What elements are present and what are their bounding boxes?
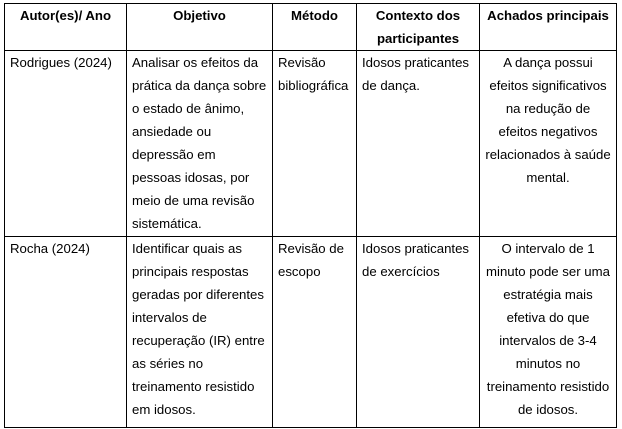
cell-objective: Analisar os efeitos da prática da dança sobre o estado de ânimo, ansiedade ou depressão em pessoas idosas, por meio de uma revisão sistemática.	[127, 51, 273, 237]
table-row	[5, 237, 617, 428]
cell-author-year: Rocha (2024)	[5, 237, 127, 428]
header-objective: Objetivo	[127, 4, 273, 51]
cell-method: Revisão de escopo	[273, 237, 357, 428]
table-header-row	[5, 4, 617, 51]
literature-review-table	[4, 3, 617, 428]
header-main-findings: Achados principais	[480, 4, 617, 51]
cell-findings: O intervalo de 1 minuto pode ser uma estratégia mais efetiva do que intervalos de 3-4 minutos no treinamento resistido de idosos.	[480, 237, 617, 428]
cell-objective: Identificar quais as principais respostas geradas por diferentes intervalos de recuperação (IR) entre as séries no treinamento resistido em idosos.	[127, 237, 273, 428]
cell-findings: A dança possui efeitos significativos na redução de efeitos negativos relacionados à saúde mental.	[480, 51, 617, 237]
cell-participants: Idosos praticantes de exercícios	[357, 237, 480, 428]
header-participants-context: Contexto dos participantes	[357, 4, 480, 51]
header-method: Método	[273, 4, 357, 51]
cell-participants: Idosos praticantes de dança.	[357, 51, 480, 237]
cell-method: Revisão bibliográfica	[273, 51, 357, 237]
cell-author-year: Rodrigues (2024)	[5, 51, 127, 237]
header-author-year: Autor(es)/ Ano	[5, 4, 127, 51]
table-row	[5, 51, 617, 237]
